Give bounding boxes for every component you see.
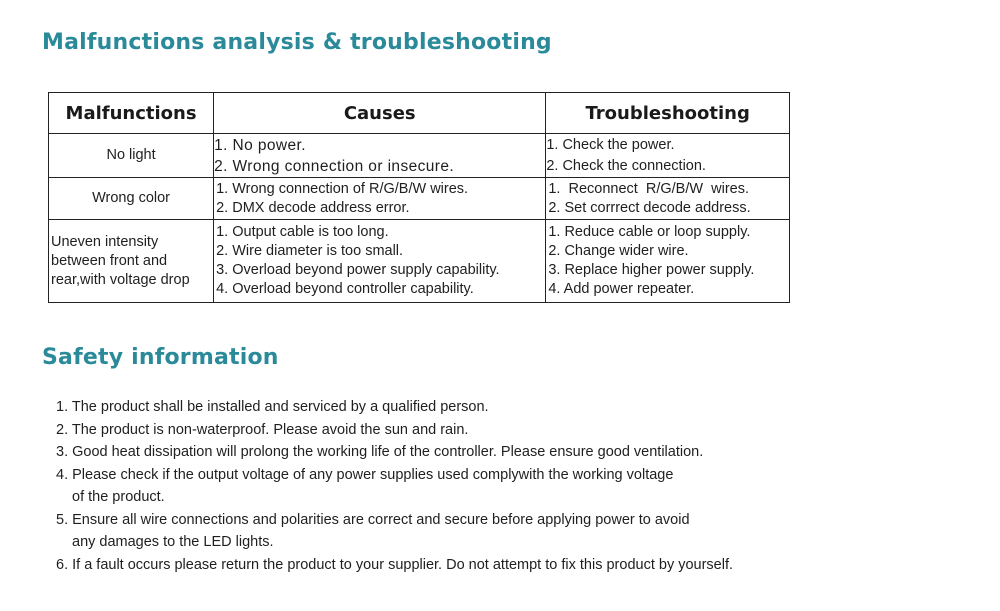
safety-list bbox=[56, 396, 733, 576]
safety-item bbox=[56, 419, 733, 442]
cause-line: 1. No power. bbox=[214, 136, 306, 154]
fix-line: 2. Set corrrect decode address. bbox=[548, 199, 751, 216]
safety-item bbox=[56, 441, 733, 464]
causes-cell bbox=[214, 220, 546, 303]
malfunction-line: rear,with voltage drop bbox=[51, 271, 190, 288]
fix-line: 2. Check the connection. bbox=[546, 157, 706, 174]
cause-line: 4. Overload beyond controller capability. bbox=[216, 281, 474, 297]
table-row bbox=[49, 134, 790, 178]
malfunction-cell bbox=[49, 220, 214, 303]
causes-cell bbox=[214, 178, 546, 220]
safety-line: 5. Ensure all wire connections and polarities are correct and secure before applying power to avoid bbox=[56, 511, 690, 528]
cause-line: 1. Wrong connection of R/G/B/W wires. bbox=[216, 180, 469, 197]
cause-line: 2. Wire diameter is too small. bbox=[216, 243, 404, 259]
safety-heading: Safety information bbox=[42, 345, 279, 370]
troubleshooting-cell bbox=[546, 220, 790, 303]
safety-line: 1. The product shall be installed and serviced by a qualified person. bbox=[56, 399, 489, 415]
header-causes: Causes bbox=[214, 93, 546, 134]
table-row bbox=[49, 178, 790, 220]
fix-line: 1. Check the power. bbox=[546, 136, 675, 153]
fix-line: 1. Reconnect R/G/B/W wires. bbox=[548, 180, 749, 197]
safety-line: 3. Good heat dissipation will prolong the working life of the controller. Please ensure good ventilation. bbox=[56, 444, 704, 460]
cause-line: 2. DMX decode address error. bbox=[216, 199, 410, 216]
safety-line: 4. Please check if the output voltage of any power supplies used complywith the working voltage bbox=[56, 466, 674, 483]
safety-item bbox=[56, 396, 733, 419]
safety-line-continued: any damages to the LED lights. bbox=[72, 534, 274, 550]
cause-line: 1. Output cable is too long. bbox=[216, 224, 389, 240]
fix-line: 1. Reduce cable or loop supply. bbox=[548, 224, 751, 240]
safety-line: 6. If a fault occurs please return the product to your supplier. Do not attempt to fix this product by yourself. bbox=[56, 556, 734, 573]
cause-line: 2. Wrong connection or insecure. bbox=[214, 157, 455, 175]
fix-line: 4. Add power repeater. bbox=[548, 281, 695, 297]
table-header-row bbox=[49, 93, 790, 134]
fix-line: 2. Change wider wire. bbox=[548, 243, 689, 259]
safety-item bbox=[56, 464, 733, 509]
safety-line-continued: of the product. bbox=[72, 489, 165, 505]
malfunction-line: Uneven intensity bbox=[51, 233, 159, 250]
troubleshooting-cell bbox=[546, 178, 790, 220]
troubleshooting-table bbox=[48, 92, 790, 303]
malfunction-line: between front and bbox=[51, 252, 168, 269]
safety-line: 2. The product is non-waterproof. Please avoid the sun and rain. bbox=[56, 421, 469, 438]
header-malfunctions: Malfunctions bbox=[49, 93, 214, 134]
malfunctions-heading: Malfunctions analysis & troubleshooting bbox=[42, 30, 552, 55]
table-row bbox=[49, 220, 790, 303]
fix-line: 3. Replace higher power supply. bbox=[548, 262, 755, 278]
safety-item bbox=[56, 509, 733, 554]
malfunction-cell: No light bbox=[49, 134, 214, 178]
causes-cell bbox=[214, 134, 546, 178]
safety-item bbox=[56, 554, 733, 577]
malfunction-cell: Wrong color bbox=[49, 178, 214, 220]
cause-line: 3. Overload beyond power supply capability. bbox=[216, 262, 500, 278]
troubleshooting-cell bbox=[546, 134, 790, 178]
header-troubleshooting: Troubleshooting bbox=[546, 93, 790, 134]
